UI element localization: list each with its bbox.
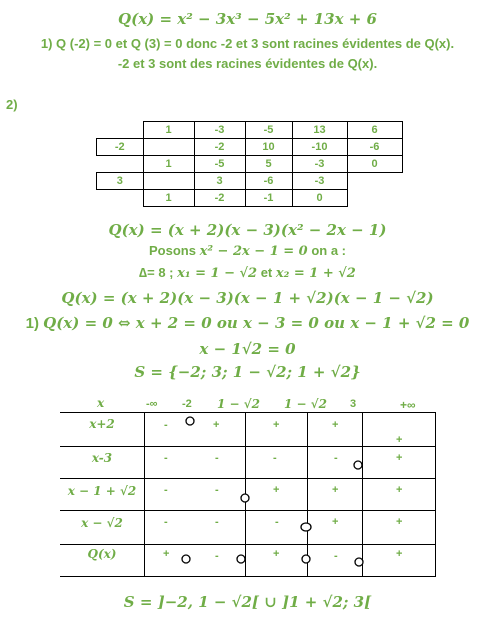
table-row bbox=[97, 173, 403, 190]
table-cell: 0 bbox=[292, 190, 347, 207]
sign: - bbox=[164, 419, 168, 431]
header-root-2: 1 − √2 bbox=[284, 397, 327, 411]
header-root-1: 1 − √2 bbox=[217, 397, 260, 411]
table-cell bbox=[347, 173, 402, 190]
sign: - bbox=[334, 550, 338, 562]
sign: + bbox=[396, 484, 403, 496]
final-solution: S = ]−2, 1 − √2[ ∪ ]1 + √2; 3[ bbox=[123, 593, 372, 611]
table-cell: -2 bbox=[194, 139, 245, 156]
sign: - bbox=[215, 484, 219, 496]
header-minus-2: -2 bbox=[182, 398, 192, 410]
et-label: et bbox=[257, 265, 276, 280]
table-cell: 1 bbox=[143, 122, 194, 139]
on-a-label: on a : bbox=[307, 243, 347, 258]
sign: + bbox=[213, 419, 220, 431]
posons-label: Posons bbox=[148, 243, 200, 258]
header-plus-infinity: +∞ bbox=[400, 398, 416, 412]
zero-marker bbox=[186, 417, 194, 425]
table-cell: 3 bbox=[194, 173, 245, 190]
step-label: 1) bbox=[25, 315, 44, 332]
statement-2: -2 et 3 sont des racines évidentes de Q(x). bbox=[117, 56, 378, 71]
row-label-x-minus-1-plus-sqrt2: x − 1 + √2 bbox=[67, 484, 137, 498]
table-cell bbox=[97, 190, 144, 207]
sign: - bbox=[215, 452, 219, 464]
sign: - bbox=[215, 516, 219, 528]
zero-markers bbox=[60, 395, 436, 577]
equation-chain: Q(x) = 0 ⇔ x + 2 = 0 ou x − 3 = 0 ou x − 1 + √2 = 0 bbox=[43, 314, 470, 332]
roots-line bbox=[0, 265, 495, 281]
zero-marker bbox=[354, 461, 362, 469]
table-row bbox=[97, 190, 403, 207]
table-cell: -6 bbox=[245, 173, 292, 190]
sign: + bbox=[396, 516, 403, 528]
sign: - bbox=[275, 516, 279, 528]
sign: - bbox=[164, 516, 168, 528]
sign: - bbox=[164, 452, 168, 464]
row-label-x-minus-sqrt2: x − √2 bbox=[81, 516, 123, 530]
delta-value: ∆= 8 ; bbox=[139, 265, 178, 280]
header-x: x bbox=[97, 396, 105, 410]
row-label-x-plus-2: x+2 bbox=[89, 417, 115, 431]
sign: + bbox=[332, 484, 339, 496]
table-cell: -10 bbox=[292, 139, 347, 156]
sign: - bbox=[164, 484, 168, 496]
table-row bbox=[97, 122, 403, 139]
table-cell: -3 bbox=[292, 156, 347, 173]
statement-1: 1) Q (-2) = 0 et Q (3) = 0 donc -2 et 3 sont racines évidentes de Q(x). bbox=[40, 36, 455, 51]
root-x1: x₁ = 1 − √2 bbox=[177, 266, 258, 281]
sign: + bbox=[396, 452, 403, 464]
equation-continued: x − 1√2 = 0 bbox=[199, 340, 296, 358]
table-cell: 0 bbox=[347, 156, 402, 173]
table-cell: 5 bbox=[245, 156, 292, 173]
header-3: 3 bbox=[350, 398, 357, 410]
posons-line bbox=[0, 243, 495, 259]
row-label-q: Q(x) bbox=[87, 547, 117, 561]
table-cell: -5 bbox=[245, 122, 292, 139]
table-cell: -1 bbox=[245, 190, 292, 207]
sign: + bbox=[396, 548, 403, 560]
section-label-2: 2) bbox=[6, 97, 18, 112]
horner-table bbox=[96, 121, 403, 207]
zero-marker bbox=[237, 555, 245, 563]
sign: + bbox=[332, 419, 339, 431]
zero-marker bbox=[241, 494, 249, 502]
zero-marker bbox=[302, 555, 310, 563]
table-row bbox=[97, 156, 403, 173]
table-cell: -3 bbox=[194, 122, 245, 139]
table-cell: 3 bbox=[97, 173, 144, 190]
table-cell: -2 bbox=[194, 190, 245, 207]
zero-marker bbox=[301, 523, 311, 531]
zero-marker bbox=[355, 558, 363, 566]
row-label-x-minus-3: x-3 bbox=[91, 451, 113, 465]
solution-set: S = {−2; 3; 1 − √2; 1 + √2} bbox=[134, 363, 361, 381]
table-row bbox=[97, 139, 403, 156]
sign: - bbox=[215, 550, 219, 562]
factorisation-1: Q(x) = (x + 2)(x − 3)(x² − 2x − 1) bbox=[108, 221, 387, 239]
table-cell: -2 bbox=[97, 139, 144, 156]
table-cell bbox=[97, 156, 144, 173]
factorisation-2: Q(x) = (x + 2)(x − 3)(x − 1 + √2)(x − 1 − √2) bbox=[61, 289, 434, 307]
zero-marker bbox=[182, 555, 190, 563]
table-cell bbox=[143, 173, 194, 190]
quadratic-equation: x² − 2x − 1 = 0 bbox=[199, 244, 308, 259]
table-cell: -3 bbox=[292, 173, 347, 190]
table-cell: 10 bbox=[245, 139, 292, 156]
sign: - bbox=[273, 452, 277, 464]
table-cell: 6 bbox=[347, 122, 402, 139]
polynomial-definition: Q(x) = x² − 3x³ − 5x² + 13x + 6 bbox=[118, 10, 377, 28]
sign: + bbox=[396, 434, 403, 446]
table-cell: -5 bbox=[194, 156, 245, 173]
root-x2: x₂ = 1 + √2 bbox=[275, 266, 356, 281]
sign-table bbox=[60, 395, 436, 577]
sign: + bbox=[273, 419, 280, 431]
table-cell: 13 bbox=[292, 122, 347, 139]
table-cell: 1 bbox=[143, 156, 194, 173]
table-cell bbox=[347, 190, 402, 207]
table-cell: -6 bbox=[347, 139, 402, 156]
table-cell: 1 bbox=[143, 190, 194, 207]
header-minus-infinity: -∞ bbox=[146, 398, 158, 410]
equation-line bbox=[0, 314, 495, 332]
table-cell bbox=[143, 139, 194, 156]
sign: + bbox=[163, 548, 170, 560]
sign: - bbox=[334, 452, 338, 464]
sign: + bbox=[273, 548, 280, 560]
table-cell bbox=[97, 122, 144, 139]
sign: + bbox=[332, 516, 339, 528]
sign: + bbox=[273, 484, 280, 496]
